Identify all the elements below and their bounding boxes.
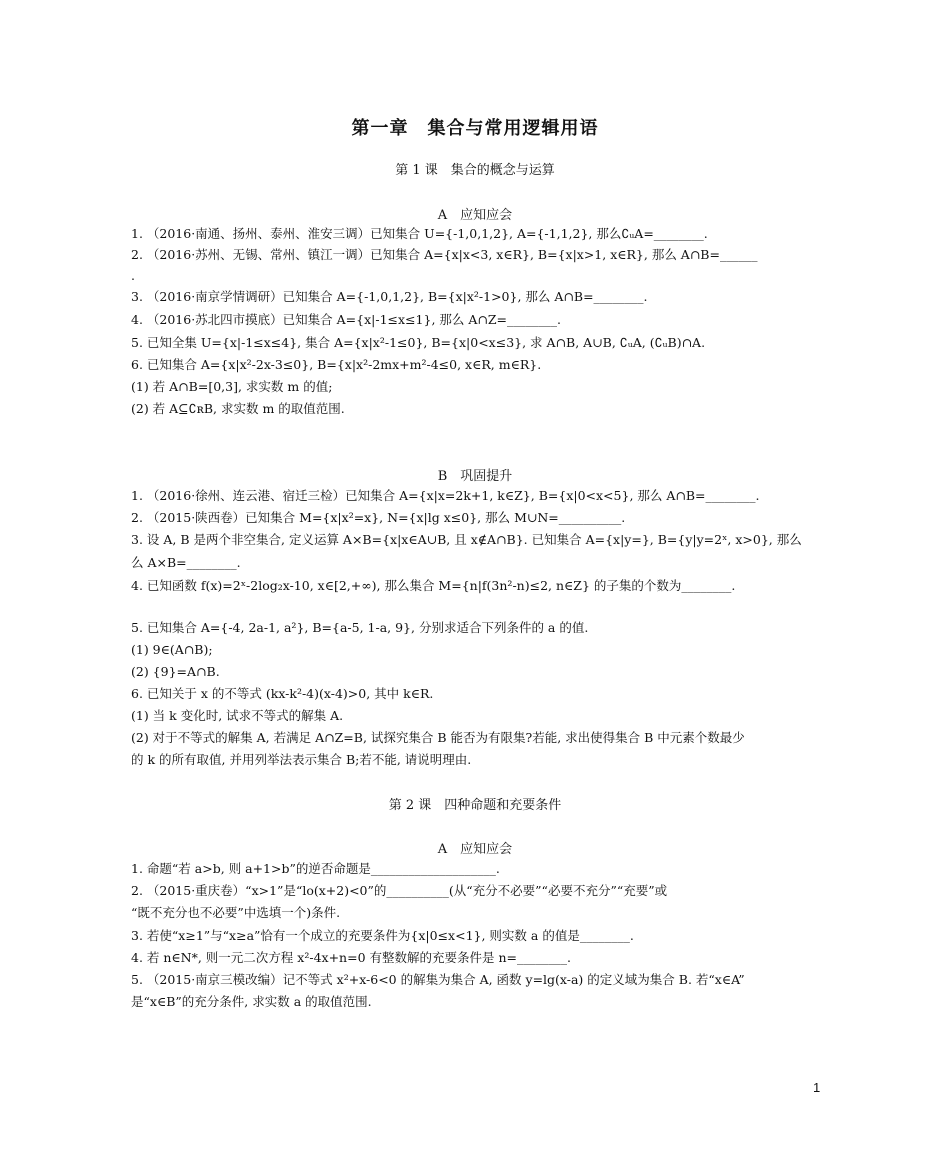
l1b-line-3: 3. 设 A, B 是两个非空集合, 定义运算 A×B={x|x∈A∪B, 且 x∉A∩B}. 已知集合 A={x|y=}, B={y|y=2ˣ, x>0}, 那么 xyxy=(131,532,802,547)
page-number: 1 xyxy=(813,1080,821,1095)
lesson1-partA-heading: A 应知应会 xyxy=(437,208,513,223)
l1a-line-7: 6. 已知集合 A={x|x²-2x-3≤0}, B={x|x²-2mx+m²-4≤0, x∈R, m∈R}. xyxy=(131,357,542,372)
l1a-line-3: . xyxy=(131,268,135,283)
l1a-line-4: 3. （2016·南京学情调研）已知集合 A={-1,0,1,2}, B={x|x²-1>0}, 那么 A∩B=________. xyxy=(131,289,648,304)
l2a-line-4: 3. 若使“x≥1”与“x≥a”恰有一个成立的充要条件为{x|0≤x<1}, 则实数 a 的值是________. xyxy=(131,928,634,943)
l1b-line-9: 6. 已知关于 x 的不等式 (kx-k²-4)(x-4)>0, 其中 k∈R. xyxy=(131,686,434,701)
l1a-line-9: (2) 若 A⊆∁ʀB, 求实数 m 的取值范围. xyxy=(131,401,345,416)
chapter-title: 第一章 集合与常用逻辑用语 xyxy=(351,118,599,139)
l1b-line-1: 1. （2016·徐州、连云港、宿迁三检）已知集合 A={x|x=2k+1, k∈Z}, B={x|0<x<5}, 那么 A∩B=________. xyxy=(131,488,760,503)
l2a-line-7: 是“x∈B”的充分条件, 求实数 a 的取值范围. xyxy=(131,994,372,1009)
l1a-line-1: 1. （2016·南通、扬州、泰州、淮安三调）已知集合 U={-1,0,1,2}, A={-1,1,2}, 那么∁ᵤA=________. xyxy=(131,226,708,241)
l1b-line-10: (1) 当 k 变化时, 试求不等式的解集 A. xyxy=(131,708,344,723)
l1b-line-12: 的 k 的所有取值, 并用列举法表示集合 B;若不能, 请说明理由. xyxy=(131,752,472,767)
l2a-line-3: “既不充分也不必要”中选填一个)条件. xyxy=(131,905,341,920)
l1b-line-4: 么 A×B=________. xyxy=(131,555,241,570)
lesson1-partB-heading: B 巩固提升 xyxy=(437,469,513,484)
l1b-line-8: (2) {9}=A∩B. xyxy=(131,664,220,679)
l1b-line-2: 2. （2015·陕西卷）已知集合 M={x|x²=x}, N={x|lg x≤0}, 那么 M∪N=__________. xyxy=(131,510,626,525)
lesson1-title: 第 1 课 集合的概念与运算 xyxy=(395,163,555,178)
l2a-line-1: 1. 命题“若 a>b, 则 a+1>b”的逆否命题是____________________. xyxy=(131,861,500,876)
l2a-line-6: 5. （2015·南京三模改编）记不等式 x²+x-6<0 的解集为集合 A, 函数 y=lg(x-a) 的定义域为集合 B. 若“x∈A” xyxy=(131,972,745,987)
l1a-line-2: 2. （2016·苏州、无锡、常州、镇江一调）已知集合 A={x|x<3, x∈R}, B={x|x>1, x∈R}, 那么 A∩B=______ xyxy=(131,247,758,262)
l1b-line-11: (2) 对于不等式的解集 A, 若满足 A∩Z=B, 试探究集合 B 能否为有限集?若能, 求出使得集合 B 中元素个数最少 xyxy=(131,730,745,745)
l1a-line-8: (1) 若 A∩B=[0,3], 求实数 m 的值; xyxy=(131,379,333,394)
lesson2-partA-heading: A 应知应会 xyxy=(437,842,513,857)
l1b-line-7: (1) 9∈(A∩B); xyxy=(131,642,213,657)
l1a-line-6: 5. 已知全集 U={x|-1≤x≤4}, 集合 A={x|x²-1≤0}, B={x|0<x≤3}, 求 A∩B, A∪B, ∁ᵤA, (∁ᵤB)∩A. xyxy=(131,335,706,350)
l1b-line-6: 5. 已知集合 A={-4, 2a-1, a²}, B={a-5, 1-a, 9}, 分别求适合下列条件的 a 的值. xyxy=(131,620,589,635)
l2a-line-5: 4. 若 n∈N*, 则一元二次方程 x²-4x+n=0 有整数解的充要条件是 n=________. xyxy=(131,950,571,965)
l1b-line-5: 4. 已知函数 f(x)=2ˣ-2log₂x-10, x∈[2,+∞), 那么集合 M={n|f(3n²-n)≤2, n∈Z} 的子集的个数为________. xyxy=(131,578,736,593)
lesson2-title: 第 2 课 四种命题和充要条件 xyxy=(388,798,562,813)
l1a-line-5: 4. （2016·苏北四市摸底）已知集合 A={x|-1≤x≤1}, 那么 A∩Z=________. xyxy=(131,312,562,327)
l2a-line-2: 2. （2015·重庆卷）“x>1”是“lo(x+2)<0”的__________(从“充分不必要”“必要不充分”“充要”或 xyxy=(131,883,668,898)
